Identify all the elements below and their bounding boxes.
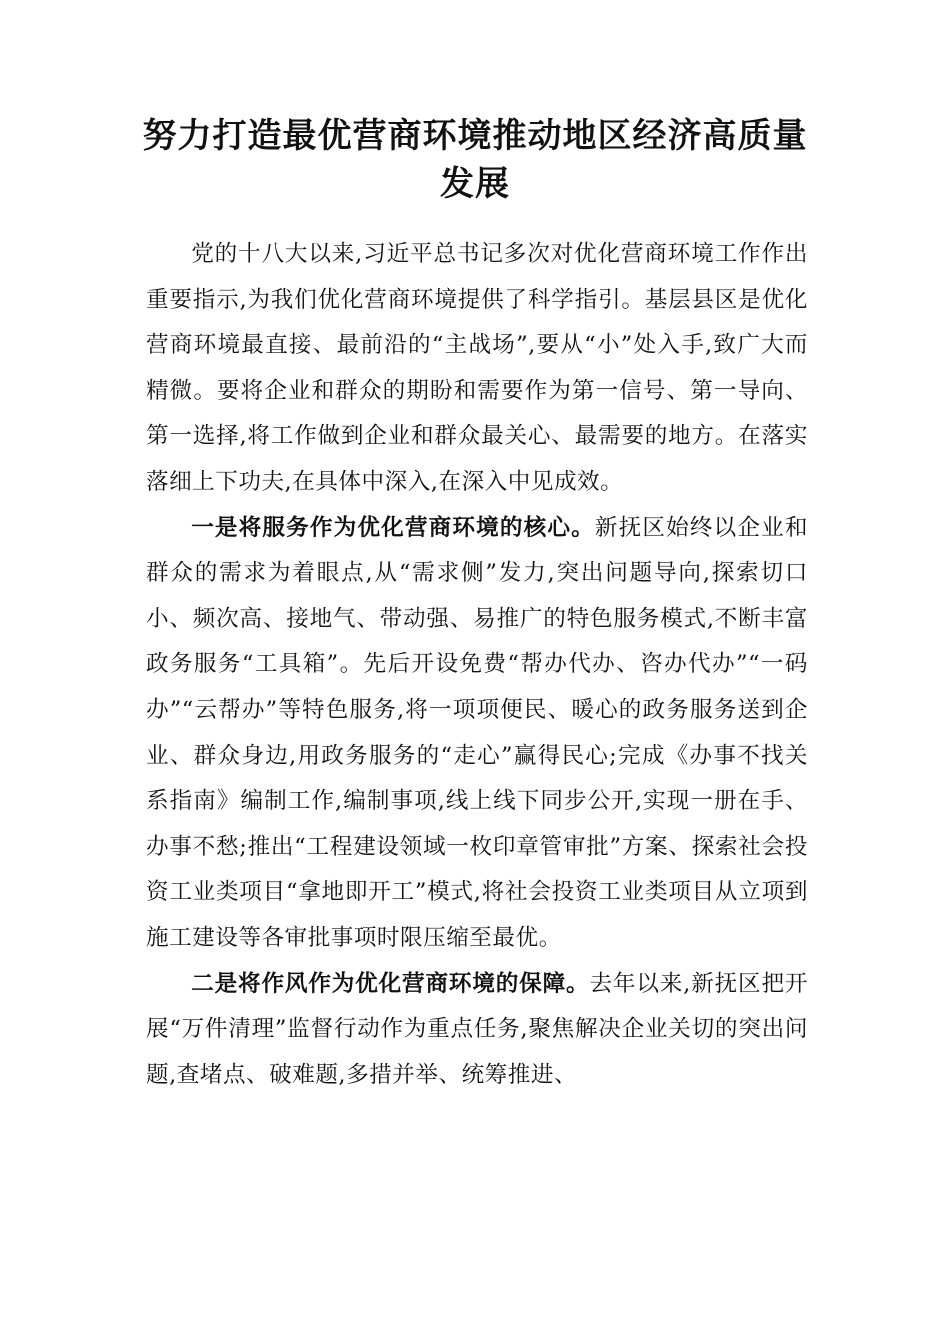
paragraph-text: 新抚区始终以企业和群众的需求为着眼点,从“需求侧”发力,突出问题导向,探索切口小、频次高、接地气、带动强、易推广的特色服务模式,不断丰富政务服务“工具箱”。先后开设免费“帮办代办、咨办代办”“一码办”“云帮办”等特色服务,将一项项便民、暖心的政务服务送到企业、群众身边,用政务服务的“走心”赢得民心;完成《办事不找关系指南》编制工作,编制事项,线上线下同步公开,实现一册在手、办事不愁;推出“工程建设领域一枚印章管审批”方案、探索社会投资工业类项目“拿地即开工”模式,将社会投资工业类项目从立项到施工建设等各审批事项时限压缩至最优。 bbox=[146, 514, 809, 951]
paragraph-style bbox=[146, 962, 808, 1099]
paragraph-lead-heading: 二是将作风作为优化营商环境的保障。 bbox=[191, 970, 590, 997]
paragraph-text: 去年以来,新抚区把开展“万件清理”监督行动作为重点任务,聚焦解决企业关切的突出问题,查堵点、破难题,多措并举、统筹推进、 bbox=[146, 970, 809, 1088]
paragraph-text: 党的十八大以来,习近平总书记多次对优化营商环境工作作出重要指示,为我们优化营商环境提供了科学指引。基层县区是优化营商环境最直接、最前沿的“主战场”,要从“小”处入手,致广大而精微。要将企业和群众的期盼和需要作为第一信号、第一导向、第一选择,将工作做到企业和群众最关心、最需要的地方。在落实落细上下功夫,在具体中深入,在深入中见成效。 bbox=[146, 241, 808, 495]
paragraph-lead-heading: 一是将服务作为优化营商环境的核心。 bbox=[191, 514, 595, 541]
document-title: 努力打造最优营商环境推动地区经济高质量发展 bbox=[142, 116, 808, 204]
paragraph-service bbox=[146, 506, 808, 962]
paragraph-intro bbox=[146, 232, 808, 506]
document-body bbox=[146, 232, 808, 1098]
